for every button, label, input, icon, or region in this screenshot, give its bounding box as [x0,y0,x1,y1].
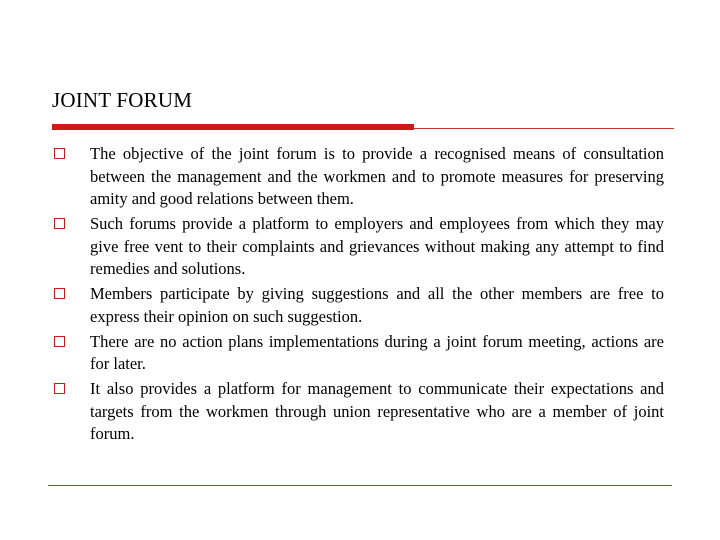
bullet-item [54,378,664,446]
bullet-text: The objective of the joint forum is to provide a recognised means of consultation between the management and the workmen and to promote measures for preserving amity and good relations between them. [90,144,664,208]
hollow-square-bullet-icon [54,383,65,394]
title-divider-accent [52,124,414,130]
bullet-text: It also provides a platform for management to communicate their expectations and targets from the workmen through union representative who are a member of joint forum. [90,379,664,443]
bullet-list [54,143,664,448]
bullet-text: Such forums provide a platform to employers and employees from which they may give free vent to their complaints and grievances without making any attempt to find remedies and solutions. [90,214,664,278]
bullet-item [54,143,664,211]
bullet-item [54,331,664,376]
bullet-item [54,213,664,281]
hollow-square-bullet-icon [54,218,65,229]
bullet-item [54,283,664,328]
footer-divider [48,485,672,486]
hollow-square-bullet-icon [54,336,65,347]
slide-title: JOINT FORUM [52,88,193,112]
hollow-square-bullet-icon [54,148,65,159]
bullet-text: There are no action plans implementations during a joint forum meeting, actions are for later. [90,331,664,373]
bullet-text: Members participate by giving suggestions and all the other members are free to express their opinion on such suggestion. [90,284,664,326]
hollow-square-bullet-icon [54,288,65,299]
